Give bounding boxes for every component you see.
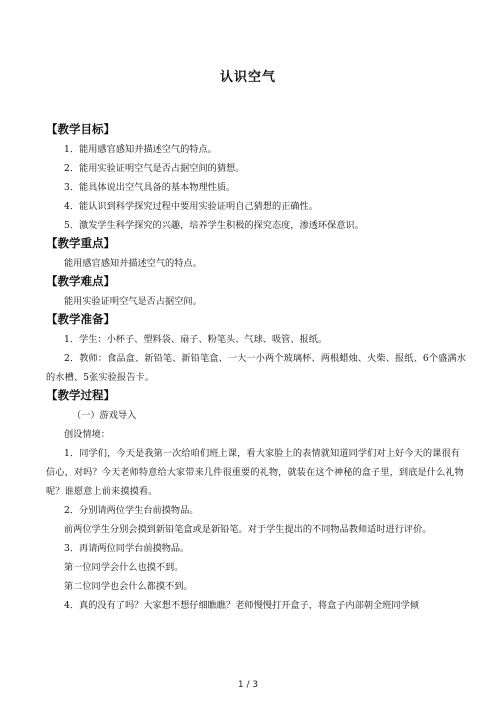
process-paragraph: 前两位学生分别会摸到新铅笔盒或是新铅笔。对于学生提出的不同物品教师适时进行评价。 [64, 524, 432, 535]
difficulties-text: 能用实验证明空气是否占据空间。 [64, 296, 202, 307]
process-subtitle: （一）游戏导入 [72, 410, 137, 421]
process-paragraph: 1．同学们，今天是我第一次给咱们班上课，看大家脸上的表情就知道同学们对上好今天的课很有信心，对吗？今天老师特意给大家带来几件很重要的礼物，就装在这个神秘的盒子里，到底是什么礼物呢？谁愿意上前来摸摸看。 [46, 448, 464, 497]
objective-item: 5．激发学生科学探究的兴趣，培养学生积极的探究态度，渗透环保意识。 [64, 220, 364, 231]
page-number: 1 / 3 [237, 680, 259, 690]
process-scenario-label: 创设情境： [64, 429, 110, 440]
preparation-item: 1．学生：小杯子、塑料袋、扇子、粉笔头、气球、吸管、报纸。 [64, 334, 328, 345]
preparation-item: 2．教师：食品盒、新铅笔、新铅笔盒、一大一小两个玻璃杯、两根蜡烛、火柴、报纸、6个盛满水的水槽、5张实验报告卡。 [46, 353, 466, 383]
key-points-text: 能用感官感知并描述空气的特点。 [64, 258, 202, 269]
document-title: 认识空气 [219, 70, 276, 85]
section-heading-preparation: 【教学准备】 [46, 312, 115, 326]
process-paragraph: 3．再请两位同学台前摸物品。 [64, 543, 190, 554]
objective-item: 1．能用感官感知并描述空气的特点。 [64, 144, 217, 155]
objective-item: 4．能认识到科学探究过程中要用实验证明自己猜想的正确性。 [64, 201, 318, 212]
process-paragraph: 4．真的没有了吗？大家想不想仔细瞧瞧？老师慢慢打开盒子，将盒子内部朝全班同学倾 [64, 600, 419, 611]
process-paragraph: 第二位同学也会什么都摸不到。 [64, 581, 193, 592]
section-heading-objectives: 【教学目标】 [46, 122, 115, 136]
process-paragraph: 第一位同学会什么也摸不到。 [64, 562, 184, 573]
section-heading-process: 【教学过程】 [46, 388, 115, 402]
process-paragraph: 2．分别请两位学生台前摸物品。 [64, 505, 199, 516]
document-body [46, 121, 466, 615]
objective-item: 3．能具体说出空气具备的基本物理性质。 [64, 182, 236, 193]
section-heading-key-points: 【教学重点】 [46, 236, 115, 250]
section-heading-difficulties: 【教学难点】 [46, 274, 115, 288]
objective-item: 2．能用实验证明空气是否占据空间的猜想。 [64, 163, 245, 174]
